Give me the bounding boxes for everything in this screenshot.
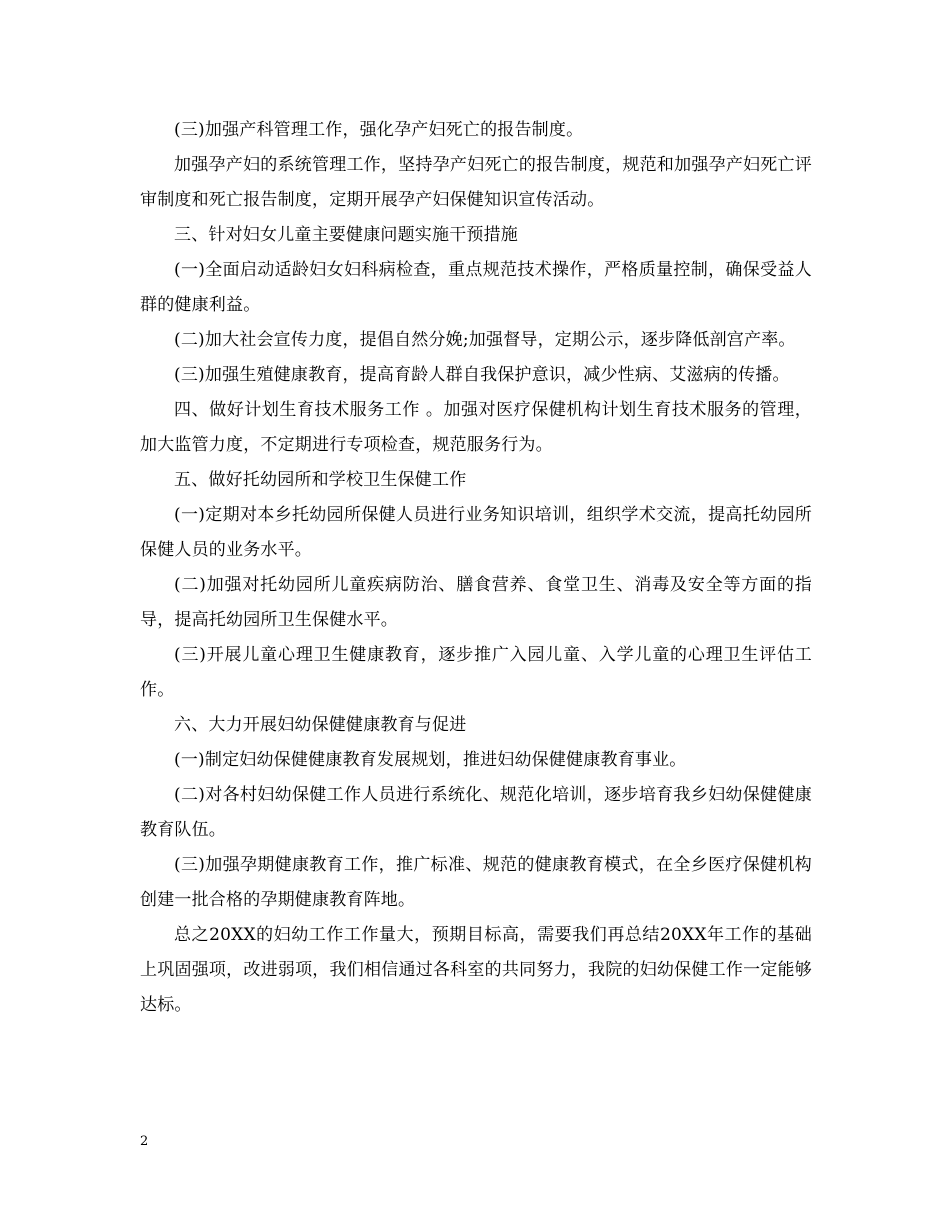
section-heading: 五、做好托幼园所和学校卫生保健工作 <box>174 470 467 490</box>
document-body <box>140 113 812 1023</box>
section-heading: 三、针对妇女儿童主要健康问题实施干预措施 <box>174 225 518 245</box>
paragraph: 四、做好计划生育技术服务工作 。加强对医疗保健机构计划生育技术服务的管理，加大监管力度，不定期进行专项检查，规范服务行为。 <box>140 400 812 455</box>
paragraph: 加强孕产妇的系统管理工作，坚持孕产妇死亡的报告制度，规范和加强孕产妇死亡评审制度和死亡报告制度，定期开展孕产妇保健知识宣传活动。 <box>140 155 812 210</box>
paragraph: (二)加大社会宣传力度，提倡自然分娩;加强督导，定期公示，逐步降低剖宫产率。 <box>174 330 796 350</box>
page-number: 2 <box>140 1134 149 1149</box>
paragraph: (三)加强生殖健康教育，提高育龄人群自我保护意识，减少性病、艾滋病的传播。 <box>174 365 790 385</box>
paragraph: (三)开展儿童心理卫生健康教育，逐步推广入园儿童、入学儿童的心理卫生评估工作。 <box>140 645 812 700</box>
paragraph: (三)加强孕期健康教育工作，推广标准、规范的健康教育模式，在全乡医疗保健机构创建一批合格的孕期健康教育阵地。 <box>140 855 812 910</box>
paragraph: (一)制定妇幼保健健康教育发展规划，推进妇幼保健健康教育事业。 <box>174 750 687 770</box>
paragraph: (一)定期对本乡托幼园所保健人员进行业务知识培训，组织学术交流，提高托幼园所保健人员的业务水平。 <box>140 505 812 560</box>
paragraph: (二)加强对托幼园所儿童疾病防治、膳食营养、食堂卫生、消毒及安全等方面的指导，提高托幼园所卫生保健水平。 <box>140 575 812 630</box>
paragraph: (一)全面启动适龄妇女妇科病检查，重点规范技术操作，严格质量控制，确保受益人群的健康利益。 <box>140 260 812 315</box>
paragraph: (二)对各村妇幼保健工作人员进行系统化、规范化培训，逐步培育我乡妇幼保健健康教育队伍。 <box>140 785 812 840</box>
section-heading: 六、大力开展妇幼保健健康教育与促进 <box>174 715 467 735</box>
paragraph: 总之20XX的妇幼工作工作量大，预期目标高，需要我们再总结20XX年工作的基础上巩固强项，改进弱项，我们相信通过各科室的共同努力，我院的妇幼保健工作一定能够达标。 <box>140 925 812 1015</box>
paragraph: (三)加强产科管理工作，强化孕产妇死亡的报告制度。 <box>174 120 584 140</box>
